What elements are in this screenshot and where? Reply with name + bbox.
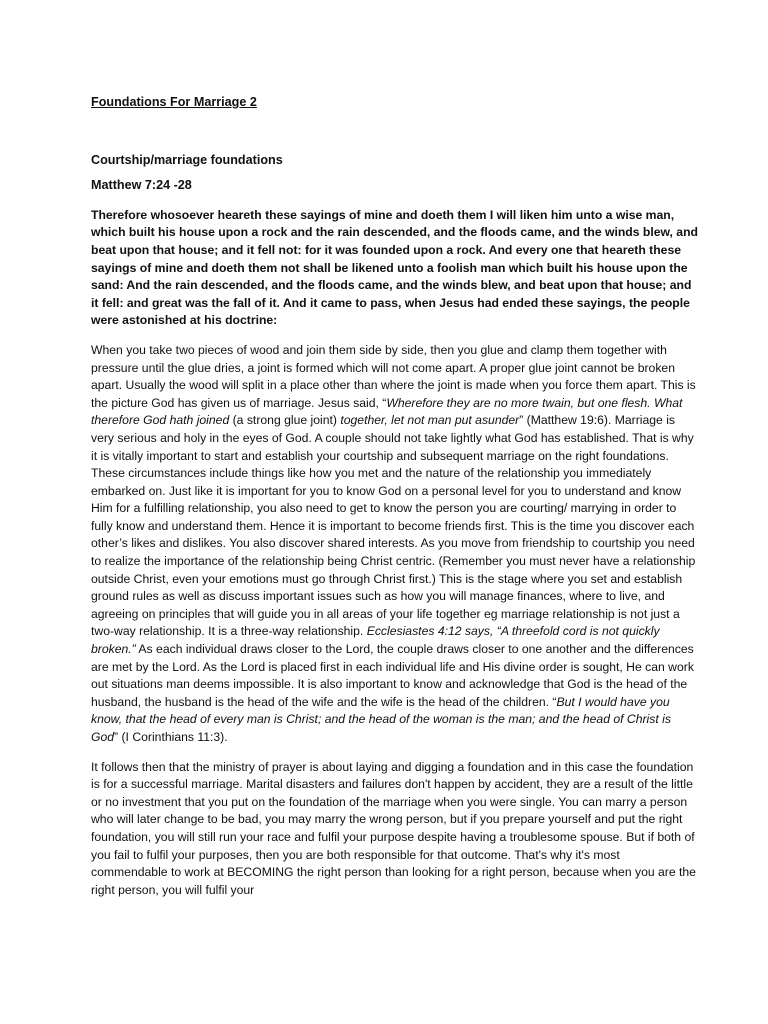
p1-quote-3: Ecclesiastes 4:12 says, “A threefold cord is not quickly broken.” — [91, 624, 660, 657]
p1-quote-4: But I would have you know, that the head of every man is Christ; and the head of the woman is the man; and the head of Christ is God — [91, 694, 671, 744]
document-title: Foundations For Marriage 2 — [91, 95, 257, 109]
p1-quote-2: together, let not man put asunder — [340, 413, 520, 428]
p1-text-5: ” (I Corinthians 11:3). — [114, 730, 228, 744]
scripture-reference: Matthew 7:24 -28 — [91, 178, 192, 193]
scripture-passage: Therefore whosoever heareth these sayings of mine and doeth them I will liken him unto a wise man, which built his house upon a rock and the rain descended, and the floods came, and the winds blew, and beat upon that house; and it fell not: for it was founded upon a rock. And every one that heareth these sayings of mine and doeth them not shall be likened unto a foolish man which built his house upon the sand: And the rain descended, and the floods came, and the winds blew, and beat upon that house; and it fell: and great was the fall of it. And it came to pass, when Jesus had ended these sayings, the people were astonished at his doctrine: — [91, 207, 698, 328]
p1-text-2: (a strong glue joint) — [229, 413, 341, 428]
section-subtitle: Courtship/marriage foundations — [91, 152, 283, 167]
p1-text-4: As each individual draws closer to the Lord, the couple draws closer to one another and the differences are met by the Lord. As the Lord is placed first in each individual life and His divine order is sought, He can work out situations man deems impossible. It is also important to know and acknowledge that God is the head of the husband, the husband is the head of the wife and the wife is the head of the children. “ — [91, 642, 694, 709]
p1-quote-1: Wherefore they are no more twain, but one flesh. What therefore God hath joined — [91, 395, 683, 428]
p1-text-3: ” (Matthew 19:6). Marriage is very serious and holy in the eyes of God. A couple should not take lightly what God has established. That is why it is vitally important to start and establish your courtship and subsequent marriage on the right foundations. These circumstances include things like how you met and the nature of the relationship you immediately embarked on. Just like it is important for you to know God on a personal level for you to understand and know Him for a fulfilling relationship, you also need to get to know the person you are courting/ marrying in order to fully know and understand them. Hence it is important to become friends first. This is the time you discover each other’s likes and dislikes. You also discover shared interests. As you move from friendship to courtship you need to realize the importance of the relationship being Christ centric. (Remember you must never have a relationship outside Christ, even your emotions must go through Christ first.) This is the stage where you set and establish ground rules as well as discuss important issues such as how you will manage finances, where to live, and agreeing on principles that will guide you in all areas of your life together eg marriage relationship is not just a two-way relationship. It is a three-way relationship. — [91, 413, 696, 639]
p1-text-1: When you take two pieces of wood and join them side by side, then you glue and clamp them together with pressure until the glue dries, a joint is formed which will not come apart. A proper glue joint cannot be broken apart. Usually the wood will split in a place other than where the joint is made when you force them apart. This is the picture God has given us of marriage. Jesus said, “ — [91, 342, 696, 410]
body-paragraph-1 — [91, 342, 698, 747]
body-paragraph-2: It follows then that the ministry of prayer is about laying and digging a foundation and in this case the foundation is for a successful marriage. Marital disasters and failures don't happen by accident, they are a result of the little or no investment that you put on the foundation of the marriage when you were single. You can marry a person who will later change to be bad, you may marry the wrong person, but if you prepare yourself and put the right foundation, you will still run your race and fulfil your purpose despite having a troublesome spouse. But if both of you fail to fulfil your purposes, then you are both responsible for that outcome. That's why it's most commendable to work at BECOMING the right person than looking for a right person, because when you are the right person, you will fulfil your — [91, 759, 696, 897]
